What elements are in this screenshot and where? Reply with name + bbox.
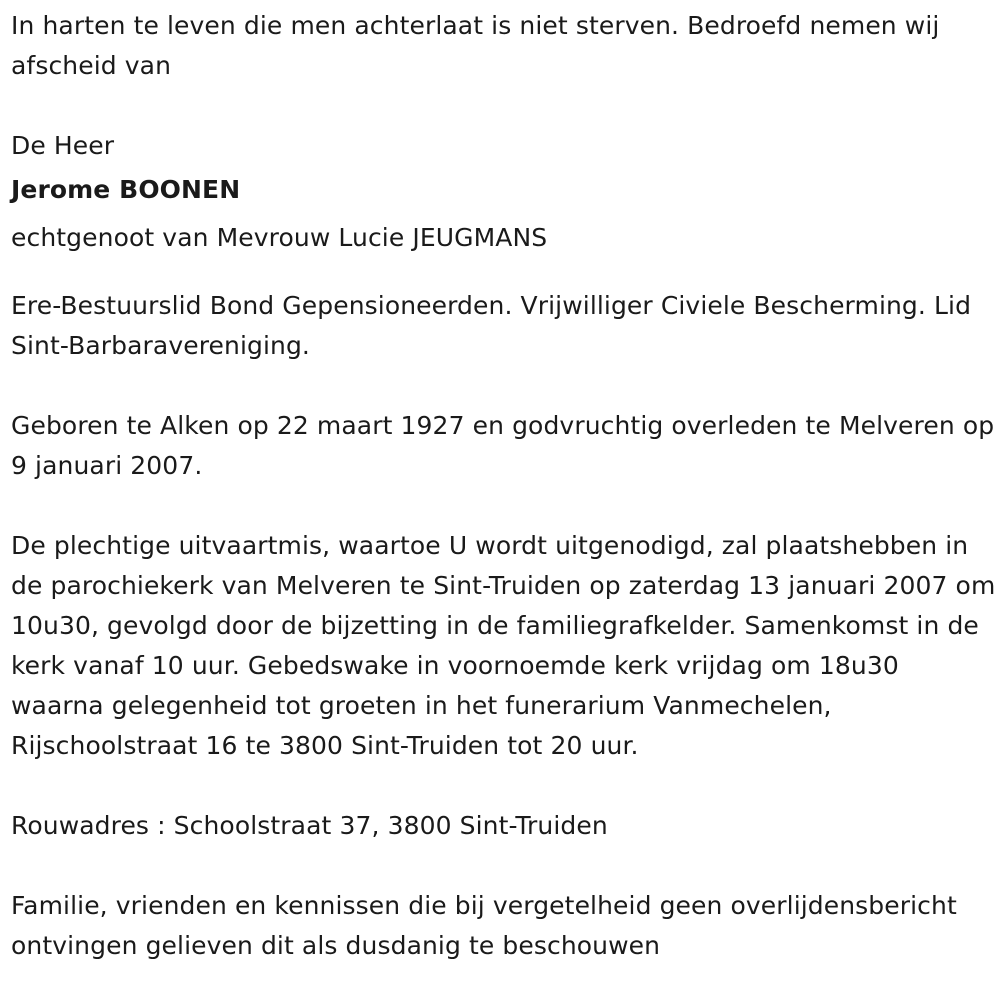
birth-death-text: Geboren te Alken op 22 maart 1927 en godvruchtig overleden te Melveren op 9 januari 2007. bbox=[11, 411, 995, 480]
spacer bbox=[11, 766, 996, 806]
intro-text: In harten te leven die men achterlaat is niet sterven. Bedroefd nemen wij afscheid van bbox=[11, 11, 940, 80]
deceased-name: Jerome BOONEN bbox=[11, 175, 241, 204]
funeral-text: De plechtige uitvaartmis, waartoe U wordt uitgenodigd, zal plaatshebben in de parochiekerk van Melveren te Sint-Truiden op zaterdag 13 januari 2007 om 10u30, gevolgd door de bijzetting in de familiegrafkelder. Samenkomst in de kerk vanaf 10 uur. Gebedswake in voornoemde kerk vrijdag om 18u30 waarna gelegenheid tot groeten in het funerarium Vanmechelen, Rijschoolstraat 16 te 3800 Sint-Truiden tot 20 uur. bbox=[11, 531, 996, 760]
mourning-address: Rouwadres : Schoolstraat 37, 3800 Sint-Truiden bbox=[11, 811, 608, 840]
spacer bbox=[11, 486, 996, 526]
spacer bbox=[11, 262, 996, 286]
spouse-line: echtgenoot van Mevrouw Lucie JEUGMANS bbox=[11, 223, 548, 252]
honorific: De Heer bbox=[11, 131, 115, 160]
spacer bbox=[11, 366, 996, 406]
obituary-notice bbox=[11, 6, 996, 966]
memberships-text: Ere-Bestuurslid Bond Gepensioneerden. Vrijwilliger Civiele Bescherming. Lid Sint-Barbaravereniging. bbox=[11, 291, 972, 360]
closing-text: Familie, vrienden en kennissen die bij vergetelheid geen overlijdensbericht ontvingen gelieven dit als dusdanig te beschouwen bbox=[11, 891, 957, 960]
spacer bbox=[11, 86, 996, 126]
spacer bbox=[11, 846, 996, 886]
